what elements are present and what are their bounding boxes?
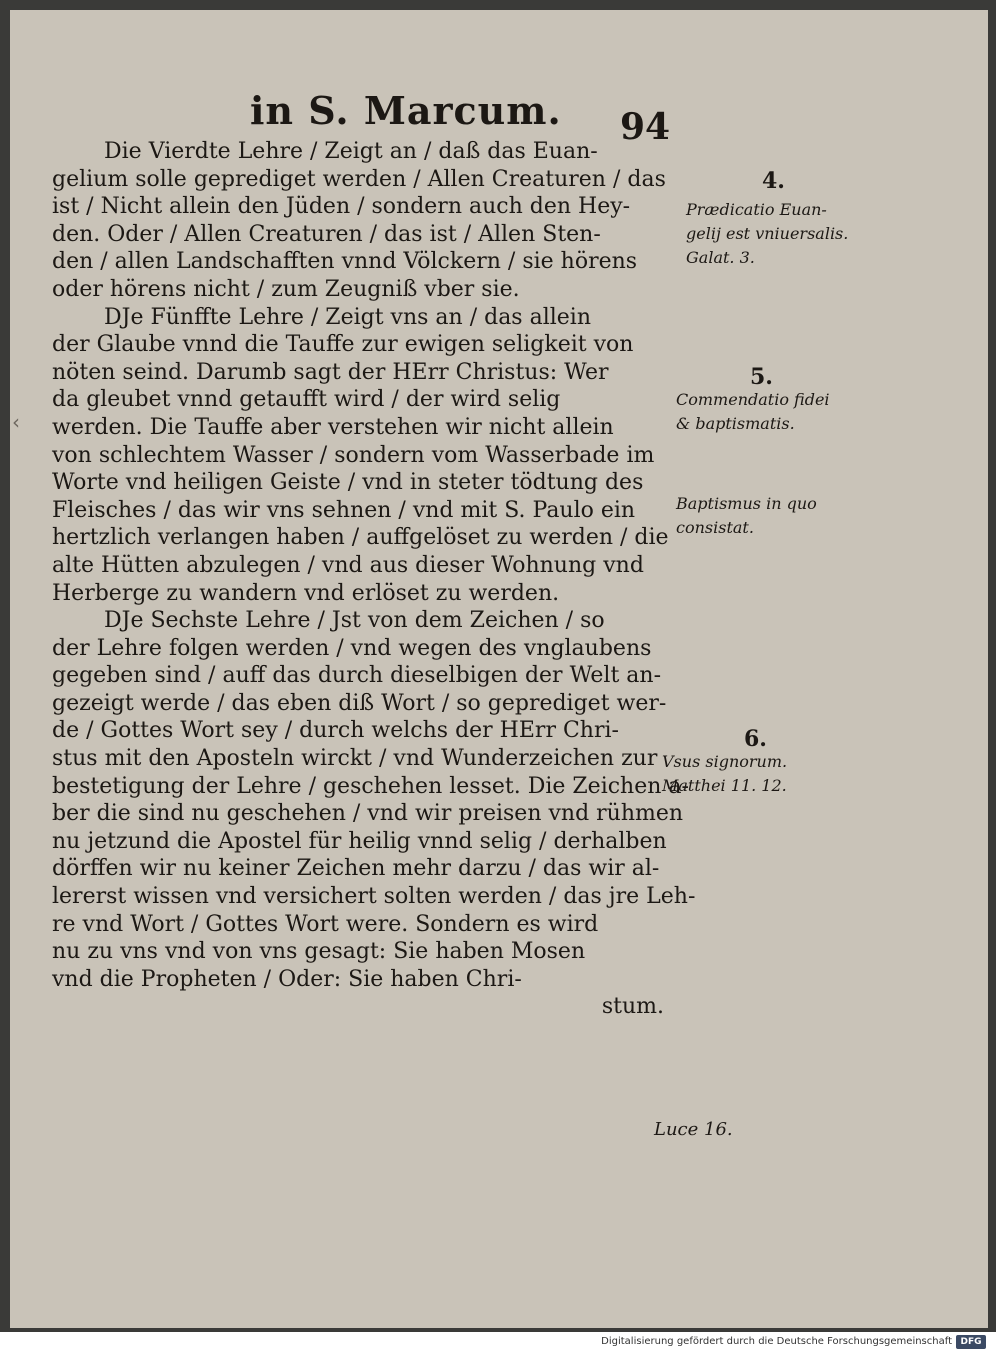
book-page	[10, 10, 988, 1328]
margin-note-line: & baptismatis.	[676, 414, 795, 433]
text-line: den / allen Landschafften vnnd Völckern / sie hörens	[52, 249, 638, 275]
text-line: oder hörens nicht / zum Zeugniß vber sie.	[52, 276, 520, 302]
margin-note-line: Matthei 11. 12.	[662, 776, 787, 795]
margin-note-6	[662, 750, 787, 798]
text-line: ber die sind nu geschehen / vnd wir preisen vnd rühmen	[52, 801, 684, 827]
text-line: DJe Fünffte Lehre / Zeigt vns an / das allein	[104, 304, 592, 330]
text-line: Fleisches / das wir vns sehnen / vnd mit S. Paulo ein	[52, 497, 636, 523]
text-line: bestetigung der Lehre / geschehen lesset. Die Zeichen a-	[52, 773, 689, 799]
text-line: der Lehre folgen werden / vnd wegen des vnglaubens	[52, 635, 652, 661]
margin-note-luce	[654, 1118, 733, 1142]
text-line: da gleubet vnnd getaufft wird / der wird selig	[52, 387, 561, 413]
margin-note-line: gelij est vniuersalis.	[686, 224, 849, 243]
text-line: gezeigt werde / das eben diß Wort / so geprediget wer-	[52, 690, 667, 716]
text-line: der Glaube vnnd die Tauffe zur ewigen seligkeit von	[52, 332, 634, 358]
text-line: nu zu vns vnd von vns gesagt: Sie haben Mosen	[52, 939, 586, 965]
text-line: Herberge zu wandern vnd erlöset zu werden.	[52, 580, 560, 606]
text-line: gegeben sind / auff das durch dieselbigen der Welt an-	[52, 663, 661, 689]
body-text	[52, 138, 696, 1021]
text-line: Worte vnd heiligen Geiste / vnd in steter tödtung des	[52, 470, 644, 496]
text-line: von schlechtem Wasser / sondern vom Wasserbade im	[52, 442, 655, 468]
margin-note-line: Galat. 3.	[686, 248, 755, 267]
text-line: de / Gottes Wort sey / durch welchs der HErr Chri-	[52, 718, 619, 744]
margin-note-line: Vsus signorum.	[662, 752, 788, 771]
margin-number-6: 6.	[744, 726, 767, 752]
footer-bar	[0, 1332, 1000, 1356]
margin-note-5	[676, 388, 830, 436]
text-line: gelium solle geprediget werden / Allen Creaturen / das	[52, 166, 666, 192]
margin-note-line: Baptismus in quo	[676, 494, 817, 513]
page-edge-mark: ‹	[12, 410, 20, 434]
margin-note-line: consistat.	[676, 518, 754, 537]
margin-note-line: Luce 16.	[654, 1119, 733, 1140]
running-head: in S. Marcum.	[250, 88, 562, 133]
text-line: den. Oder / Allen Creaturen / das ist / Allen Sten-	[52, 221, 601, 247]
text-line: hertzlich verlangen haben / auffgelöset zu werden / die	[52, 525, 669, 551]
margin-note-line: Prædicatio Euan-	[686, 200, 827, 219]
text-line: werden. Die Tauffe aber verstehen wir nicht allein	[52, 414, 614, 440]
margin-number-5: 5.	[750, 364, 773, 390]
text-line: ist / Nicht allein den Jüden / sondern auch den Hey-	[52, 194, 631, 220]
text-line: alte Hütten abzulegen / vnd aus dieser Wohnung vnd	[52, 552, 644, 578]
text-line: stus mit den Aposteln wirckt / vnd Wunderzeichen zur	[52, 746, 658, 772]
dfg-logo: DFG	[956, 1335, 986, 1349]
margin-number-4: 4.	[762, 168, 785, 194]
funding-credit: Digitalisierung gefördert durch die Deutsche Forschungsgemeinschaft	[601, 1336, 952, 1347]
text-line: Die Vierdte Lehre / Zeigt an / daß das Euan-	[104, 139, 598, 164]
text-line: nu jetzund die Apostel für heilig vnnd selig / derhalben	[52, 828, 667, 854]
text-line: nöten seind. Darumb sagt der HErr Christus: Wer	[52, 359, 609, 385]
margin-note-4	[686, 198, 848, 270]
text-line: vnd die Propheten / Oder: Sie haben Chri-	[52, 966, 522, 992]
page-number: 94	[620, 106, 671, 148]
text-line: re vnd Wort / Gottes Wort were. Sondern es wird	[52, 911, 599, 937]
catchword: stum.	[601, 994, 664, 1020]
text-line: DJe Sechste Lehre / Jst von dem Zeichen / so	[104, 608, 605, 634]
text-line: lererst wissen vnd versichert solten werden / das jre Leh-	[52, 884, 696, 910]
margin-note-line: Commendatio fidei	[676, 390, 830, 409]
margin-note-baptism	[676, 492, 817, 540]
text-line: dörffen wir nu keiner Zeichen mehr darzu / das wir al-	[52, 856, 660, 882]
